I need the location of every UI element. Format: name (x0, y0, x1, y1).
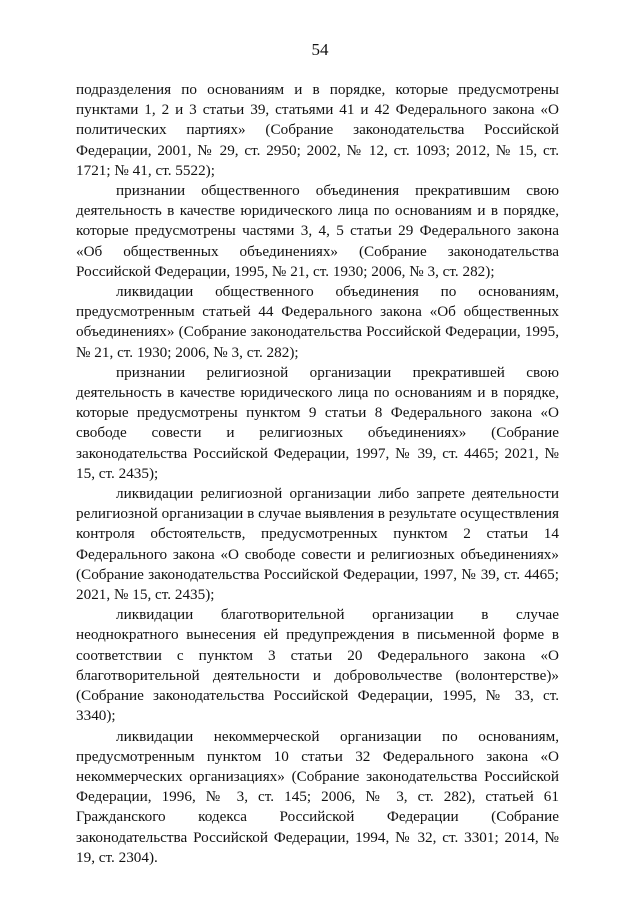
page-number: 54 (311, 40, 329, 59)
paragraph-charity-liquidation: ликвидации благотворительной организации в случае неоднократного вынесения ей предупреждения в письменной форме в соответствии с пунктом 3 статьи 20 Федерального закона «О благотворительной деятельности и добровольчестве (волонтерстве)» (Собрание законодательства Российской Федерации, 1995, № 33, ст. 3340); (76, 606, 559, 725)
paragraph-religious-org-termination: признании религиозной организации прекратившей свою деятельность в качестве юридического лица по основаниям и в порядке, которые предусмотрены пунктом 9 статьи 8 Федерального закона «О свободе совести и религиозных объединениях» (Собрание законодательства Российской Федерации, 1997, № 39, ст. 4465; 2021, № 15, ст. 2435); (76, 363, 559, 482)
paragraph-religious-org-liquidation: ликвидации религиозной организации либо запрете деятельности религиозной организации в случае выявления в результате осуществления контроля обстоятельств, предусмотренных пунктом 2 статьи 14 Федерального закона «О свободе совести и религиозных объединениях» (Собрание законодательства Российской Федерации, 1997, № 39, ст. 4465; 2021, № 15, ст. 2435); (76, 485, 559, 604)
paragraph-political-parties: подразделения по основаниям и в порядке, которые предусмотрены пунктами 1, 2 и 3 статьи 39, статьями 41 и 42 Федерального закона «О политических партиях» (Собрание законодательства Российской Федерации, 2001, № 29, ст. 2950; 2002, № 12, ст. 1093; 2012, № 15, ст. 1721; № 41, ст. 5522); (76, 81, 559, 179)
paragraph-public-association-termination: признании общественного объединения прекратившим свою деятельность в качестве юридического лица по основаниям и в порядке, которые предусмотрены частями 3, 4, 5 статьи 29 Федерального закона «Об общественных объединениях» (Собрание законодательства Российской Федерации, 1995, № 21, ст. 1930; 2006, № 3, ст. 282); (76, 182, 559, 280)
paragraph-nonprofit-liquidation: ликвидации некоммерческой организации по основаниям, предусмотренным пунктом 10 статьи 32 Федерального закона «О некоммерческих организациях» (Собрание законодательства Российской Федерации, 1996, № 3, ст. 145; 2006, № 3, ст. 282), статьей 61 Гражданского кодекса Российской Федерации (Собрание законодательства Российской Федерации, 1994, № 32, ст. 3301; 2014, № 19, ст. 2304). (76, 727, 559, 866)
paragraph-public-association-liquidation: ликвидации общественного объединения по основаниям, предусмотренным статьей 44 Федерального закона «Об общественных объединениях» (Собрание законодательства Российской Федерации, 1995, № 21, ст. 1930; 2006, № 3, ст. 282); (76, 283, 559, 361)
document-body (76, 80, 559, 868)
